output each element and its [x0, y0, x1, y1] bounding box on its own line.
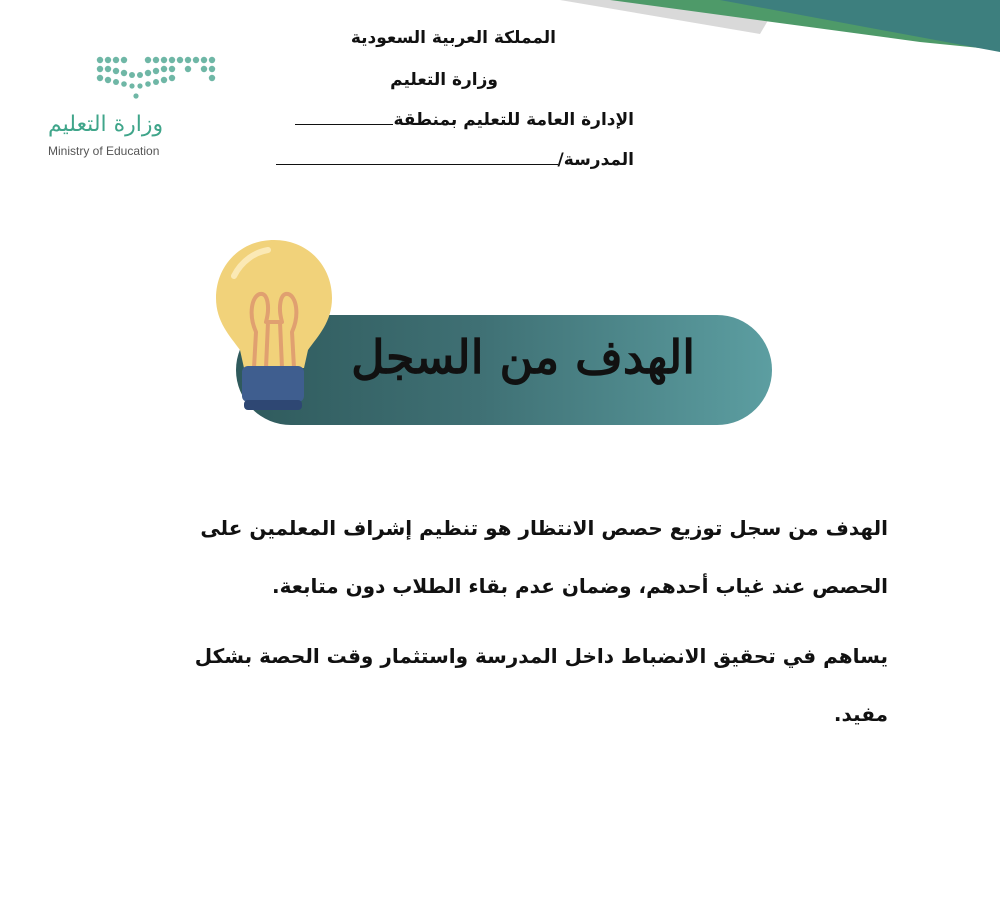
logo-arabic-text: وزارة التعليم [48, 112, 164, 137]
school-blank-line [276, 164, 558, 165]
header-directorate [295, 110, 634, 130]
body-line-4: مفيد. [833, 702, 888, 726]
header-school-label: المدرسة/ [557, 150, 634, 170]
logo-dots-icon [38, 44, 234, 114]
header-kingdom: المملكة العربية السعودية [350, 28, 556, 48]
lightbulb-icon [212, 236, 336, 416]
body-line-3: يساهم في تحقيق الانضباط داخل المدرسة واستثمار وقت الحصة بشكل [194, 644, 888, 668]
directorate-blank-line [295, 124, 393, 125]
header-ministry: وزارة التعليم [390, 70, 498, 90]
logo-english-text: Ministry of Education [48, 144, 160, 158]
body-line-1: الهدف من سجل توزيع حصص الانتظار هو تنظيم إشراف المعلمين على [200, 516, 888, 540]
header-school [276, 150, 634, 170]
ministry-logo [38, 44, 234, 168]
header-directorate-label: الإدارة العامة للتعليم بمنطقة [393, 110, 634, 130]
body-line-2: الحصص عند غياب أحدهم، وضمان عدم بقاء الطلاب دون متابعة. [272, 574, 888, 598]
banner-title: الهدف من السجل [351, 330, 695, 384]
